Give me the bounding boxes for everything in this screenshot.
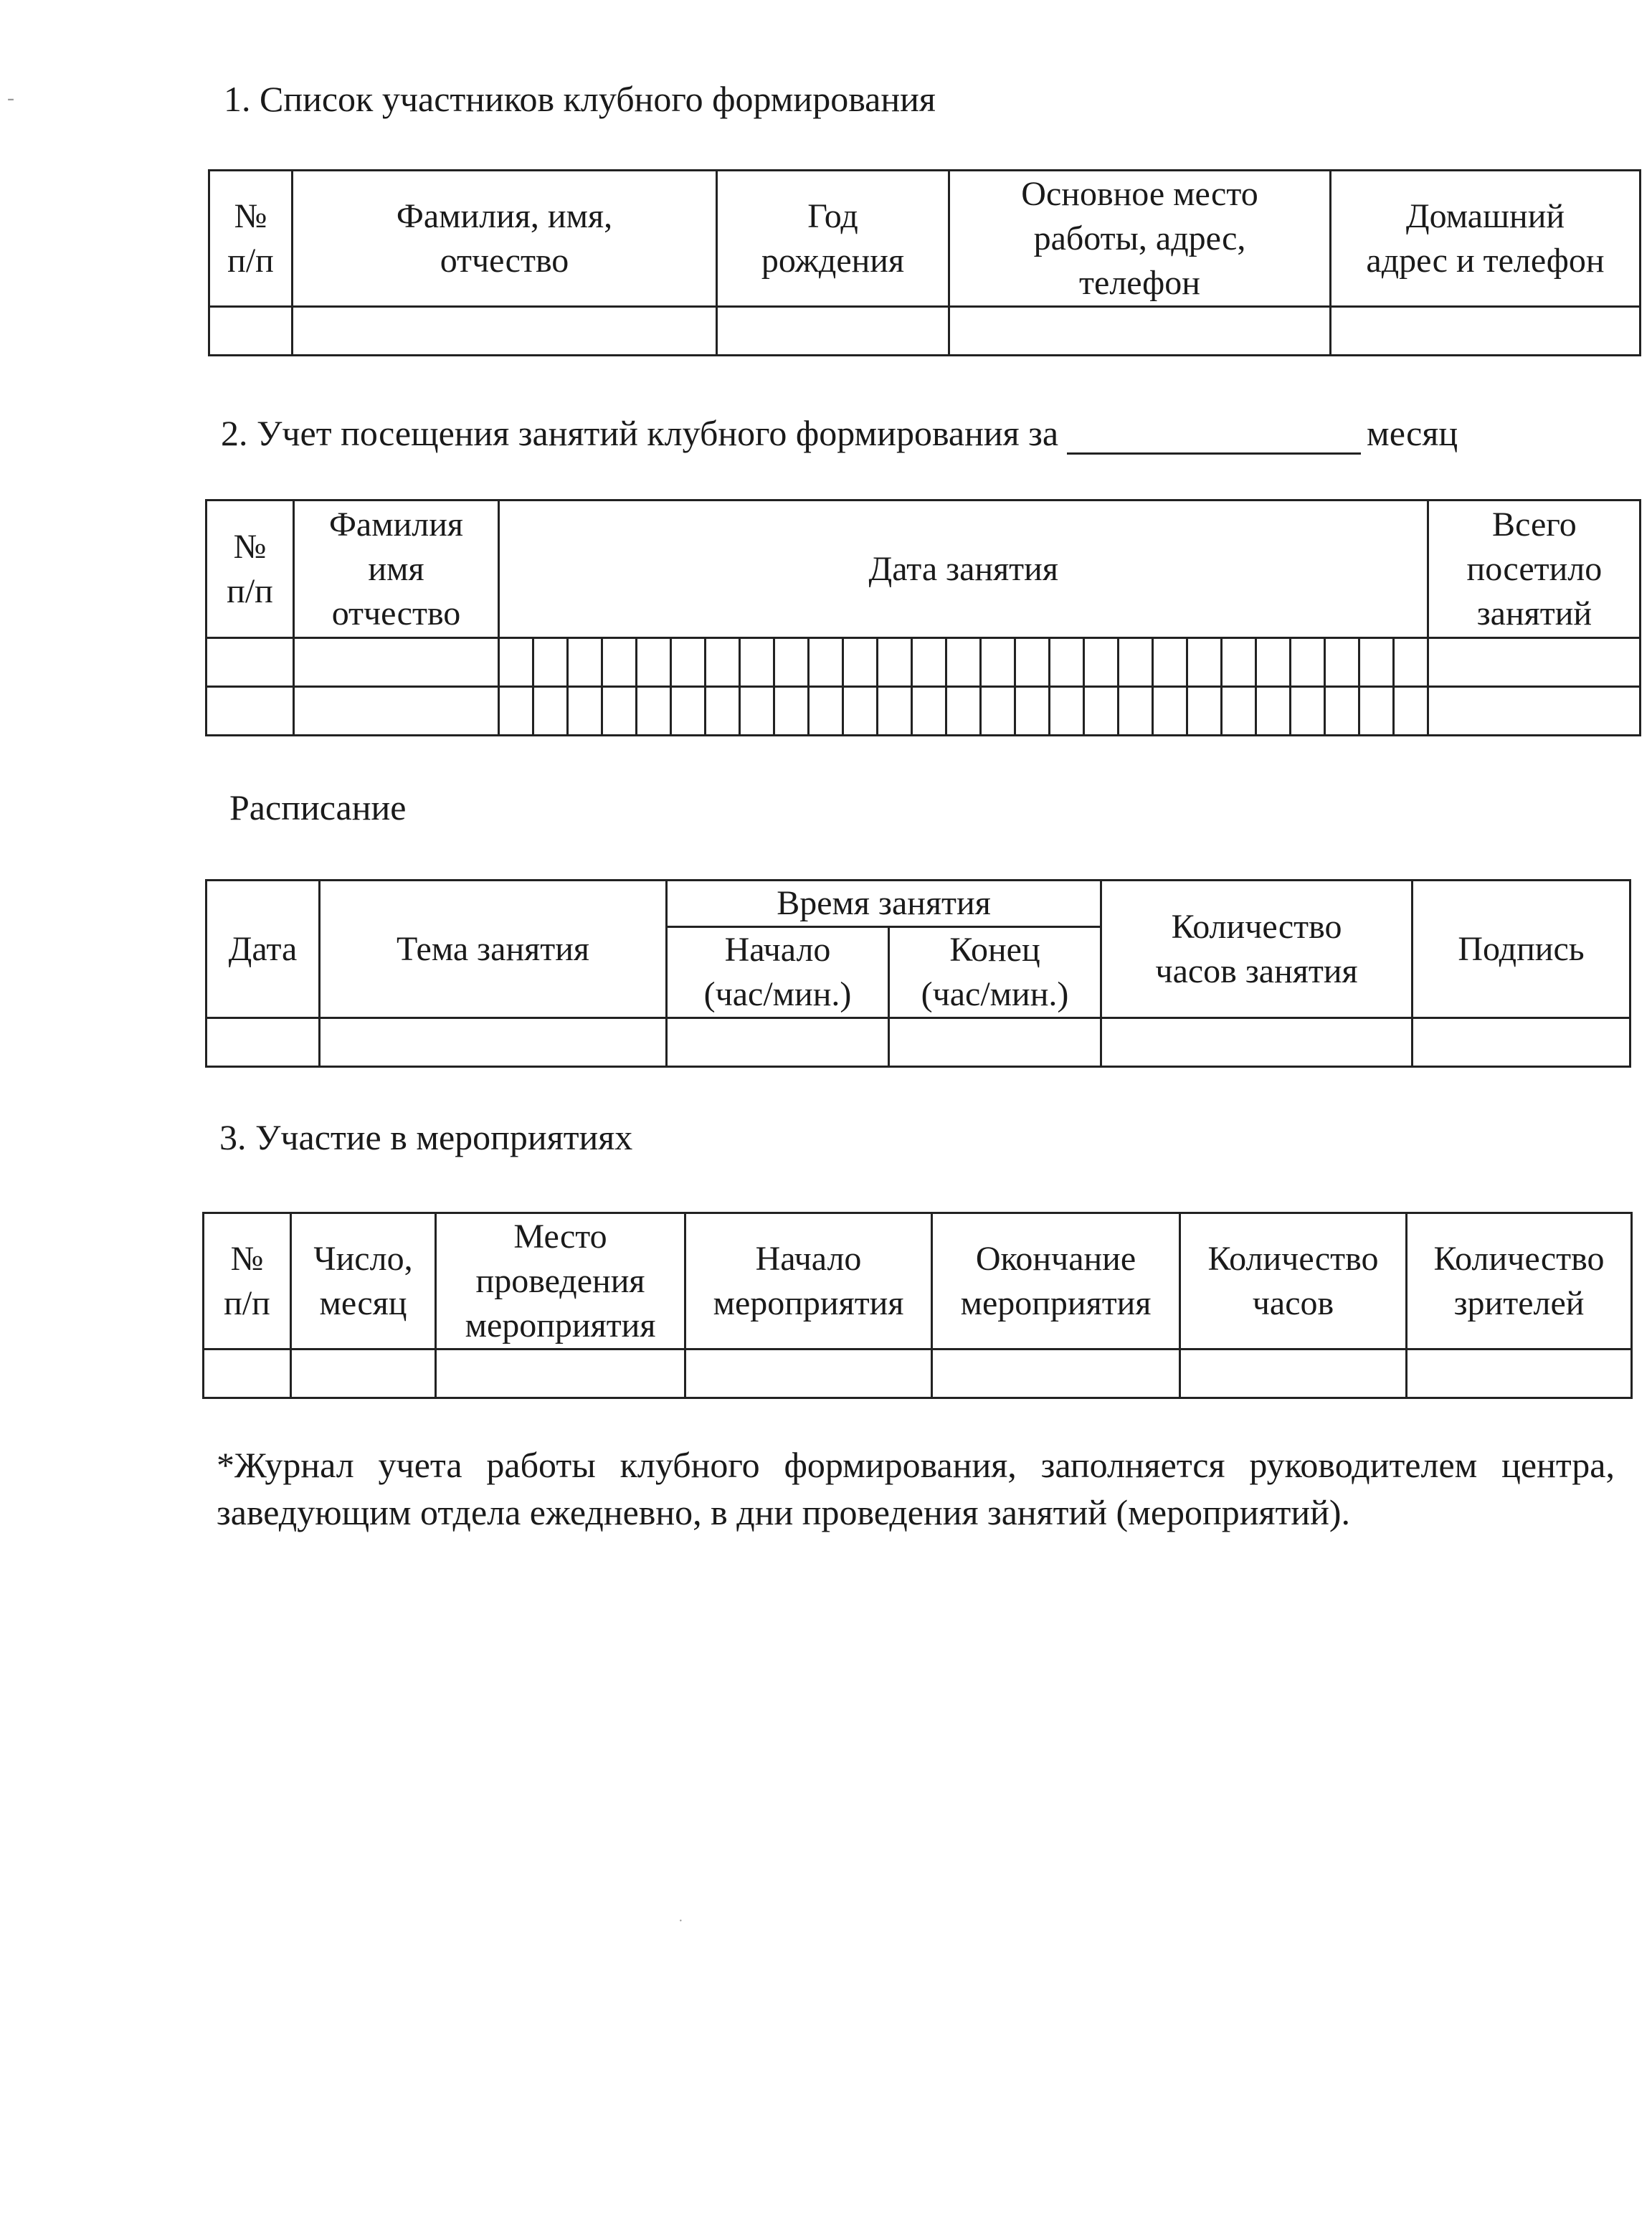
blank-cell: [671, 687, 706, 736]
blank-cell: [706, 687, 740, 736]
blank-cell: [206, 638, 294, 687]
blank-cell: [1187, 638, 1222, 687]
events-col-end: Окончание мероприятия: [932, 1213, 1180, 1349]
events-table: [202, 1212, 1633, 1399]
blank-cell: [637, 687, 671, 736]
blank-cell: [1084, 638, 1119, 687]
blank-cell: [1187, 687, 1222, 736]
blank-cell: [1050, 638, 1084, 687]
blank-cell: [717, 307, 949, 356]
members-header-row: [209, 171, 1641, 307]
footnote: *Журнал учета работы клубного формирования, заполняется руководителем центра, заведующим отдела ежедневно, в дни проведения занятий (мероприятий).: [217, 1445, 1615, 1532]
section2-title-line: [221, 412, 1458, 455]
blank-cell: [843, 687, 878, 736]
members-col-num: № п/п: [209, 171, 293, 307]
blank-cell: [774, 687, 809, 736]
blank-cell: [293, 307, 717, 356]
attendance-col-dates: Дата занятия: [499, 501, 1428, 638]
blank-cell: [1119, 638, 1153, 687]
blank-cell: [671, 638, 706, 687]
blank-cell: [533, 687, 568, 736]
blank-cell: [1119, 687, 1153, 736]
attendance-header-row: [206, 501, 1641, 638]
blank-cell: [499, 687, 533, 736]
blank-cell: [499, 638, 533, 687]
blank-cell: [946, 638, 981, 687]
blank-cell: [294, 687, 499, 736]
schedule-col-date: Дата: [206, 881, 320, 1018]
events-blank-row: [204, 1349, 1632, 1398]
members-blank-row: [209, 307, 1641, 356]
blank-cell: [1331, 307, 1641, 356]
blank-cell: [878, 638, 912, 687]
blank-cell: [1101, 1018, 1413, 1067]
blank-cell: [1394, 638, 1428, 687]
blank-cell: [809, 687, 843, 736]
schedule-table: [205, 879, 1631, 1068]
blank-cell: [1291, 638, 1325, 687]
blank-cell: [637, 638, 671, 687]
blank-cell: [1359, 638, 1394, 687]
section1-title: 1. Список участников клубного формирования: [224, 79, 936, 119]
attendance-blank-row: [206, 687, 1641, 736]
blank-cell: [204, 1349, 291, 1398]
blank-cell: [1428, 638, 1641, 687]
scan-speck: ·: [678, 1913, 683, 1929]
blank-cell: [774, 638, 809, 687]
blank-cell: [1325, 638, 1359, 687]
events-col-start: Начало мероприятия: [685, 1213, 932, 1349]
blank-cell: [949, 307, 1331, 356]
blank-cell: [1428, 687, 1641, 736]
blank-cell: [1153, 638, 1187, 687]
blank-cell: [685, 1349, 932, 1398]
section2-title-suffix: месяц: [1367, 413, 1458, 453]
blank-cell: [1256, 687, 1291, 736]
events-col-hours: Количество часов: [1180, 1213, 1407, 1349]
blank-cell: [1291, 687, 1325, 736]
attendance-col-name: Фамилия имя отчество: [294, 501, 499, 638]
blank-cell: [912, 687, 946, 736]
blank-cell: [932, 1349, 1180, 1398]
schedule-col-end: Конец (час/мин.): [889, 927, 1101, 1018]
blank-cell: [568, 638, 602, 687]
section2-title: 2. Учет посещения занятий клубного формирования за: [221, 413, 1059, 453]
blank-cell: [1222, 687, 1256, 736]
members-col-name: Фамилия, имя, отчество: [293, 171, 717, 307]
schedule-col-start: Начало (час/мин.): [667, 927, 889, 1018]
blank-cell: [912, 638, 946, 687]
blank-cell: [740, 687, 774, 736]
events-header-row: [204, 1213, 1632, 1349]
attendance-table: [205, 499, 1641, 736]
blank-cell: [740, 638, 774, 687]
members-col-home: Домашний адрес и телефон: [1331, 171, 1641, 307]
attendance-col-total: Всего посетило занятий: [1428, 501, 1641, 638]
blank-cell: [206, 687, 294, 736]
blank-cell: [533, 638, 568, 687]
blank-cell: [1325, 687, 1359, 736]
blank-cell: [667, 1018, 889, 1067]
events-col-place: Место проведения мероприятия: [436, 1213, 685, 1349]
blank-cell: [1359, 687, 1394, 736]
schedule-col-topic: Тема занятия: [320, 881, 667, 1018]
blank-cell: [1180, 1349, 1407, 1398]
schedule-col-hours: Количество часов занятия: [1101, 881, 1413, 1018]
blank-cell: [568, 687, 602, 736]
events-col-viewers: Количество зрителей: [1407, 1213, 1632, 1349]
blank-cell: [809, 638, 843, 687]
blank-cell: [1407, 1349, 1632, 1398]
attendance-col-num: № п/п: [206, 501, 294, 638]
blank-cell: [1015, 687, 1050, 736]
month-blank-line: [1067, 417, 1361, 455]
schedule-col-time: Время занятия: [667, 881, 1101, 927]
blank-cell: [206, 1018, 320, 1067]
blank-cell: [1153, 687, 1187, 736]
blank-cell: [878, 687, 912, 736]
schedule-title: Расписание: [229, 787, 407, 827]
scan-mark: -: [7, 86, 14, 110]
blank-cell: [1050, 687, 1084, 736]
blank-cell: [843, 638, 878, 687]
events-col-num: № п/п: [204, 1213, 291, 1349]
blank-cell: [1222, 638, 1256, 687]
schedule-col-signature: Подпись: [1413, 881, 1630, 1018]
members-col-birth-year: Год рождения: [717, 171, 949, 307]
blank-cell: [209, 307, 293, 356]
blank-cell: [1394, 687, 1428, 736]
attendance-blank-row: [206, 638, 1641, 687]
blank-cell: [946, 687, 981, 736]
blank-cell: [1413, 1018, 1630, 1067]
section3-title: 3. Участие в мероприятиях: [219, 1117, 633, 1157]
blank-cell: [706, 638, 740, 687]
blank-cell: [889, 1018, 1101, 1067]
blank-cell: [320, 1018, 667, 1067]
members-table: [208, 169, 1641, 356]
blank-cell: [981, 638, 1015, 687]
blank-cell: [436, 1349, 685, 1398]
blank-cell: [1015, 638, 1050, 687]
blank-cell: [602, 638, 637, 687]
blank-cell: [291, 1349, 436, 1398]
blank-cell: [1256, 638, 1291, 687]
schedule-blank-row: [206, 1018, 1630, 1067]
events-col-date: Число, месяц: [291, 1213, 436, 1349]
blank-cell: [981, 687, 1015, 736]
schedule-header-row-1: [206, 881, 1630, 927]
members-col-work: Основное место работы, адрес, телефон: [949, 171, 1331, 307]
blank-cell: [1084, 687, 1119, 736]
blank-cell: [602, 687, 637, 736]
blank-cell: [294, 638, 499, 687]
